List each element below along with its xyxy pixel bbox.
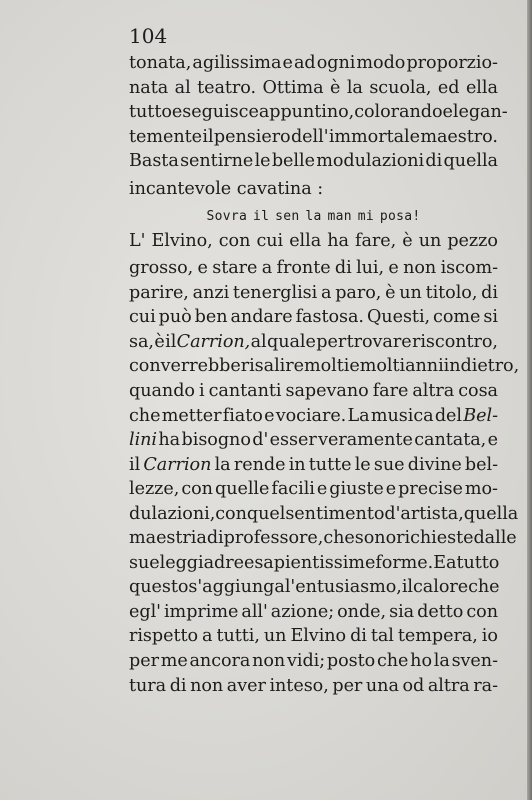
word: dalle [473,528,517,549]
word: non [252,651,286,672]
word: quella [463,503,519,524]
word: una [365,675,399,696]
text-line [129,256,498,281]
word: proporzio- [406,53,498,73]
word: di [481,282,498,303]
word: il [401,577,413,598]
word: maestro. [420,126,498,147]
text-line [129,379,498,404]
word: rende [233,454,286,475]
word: questo [129,577,189,598]
word: fare [372,381,409,402]
text-line [129,624,498,649]
word: scuola, [369,77,432,98]
word: un [399,282,422,303]
word: non [403,258,437,279]
quoted-verse-line [129,205,498,230]
word: belle [271,151,315,172]
text-line [129,51,498,76]
word: mi [357,208,374,224]
word: sentirne [180,151,254,172]
word: d'artista, [384,503,464,524]
word: che [129,405,161,426]
word: anzi [192,282,230,303]
word: professore, [223,528,324,549]
word: vociare. [275,405,347,426]
word: Questi, [366,307,431,328]
word: modo [356,53,406,73]
word: facili [271,479,315,500]
word: quando [129,381,195,402]
word: sen [275,208,300,224]
word: immortale [328,126,420,147]
word: s' [188,577,203,598]
word: tal [370,626,394,647]
word: man [327,208,352,224]
word: molti [303,356,350,377]
word: precise [398,479,463,500]
text-line [129,428,498,453]
word: inteso, [269,675,329,696]
word: dell' [290,126,329,147]
word: dulazioni, [129,503,216,524]
word: colorando [354,102,443,123]
word: a [261,258,273,279]
word: con [466,601,498,622]
text-line [129,551,498,576]
word: Elvino [290,626,347,647]
word: agilissima [192,53,282,73]
word: appuntino, [258,102,355,123]
word: tempera, [397,626,478,647]
text-line [129,649,498,674]
word: lezze, [129,479,180,500]
text-line [129,281,498,306]
word: e [385,479,397,500]
word: al [250,331,267,352]
italic-word: lini [129,430,158,451]
word: rispetto [129,626,199,647]
word: tonata, [129,53,192,73]
word: molti [359,356,406,377]
word: è [402,231,413,252]
word: tenerglisi [232,282,318,303]
word: riscontro, [411,331,498,352]
word: egl' [129,601,161,622]
italic-word: Carrion [143,454,212,475]
word: imprime [163,601,239,622]
word: altra [427,675,470,696]
word: divine [407,454,462,475]
word: cantanti [208,381,282,402]
word: aggiunga [202,577,285,598]
text-line [129,149,498,174]
word: ella [465,77,498,98]
word: metter [161,405,222,426]
word: di [206,528,224,549]
word: teatro. [197,77,257,98]
word: quelle [215,479,270,500]
word: L' [129,231,146,252]
word: e [197,258,208,279]
word: iscom- [440,258,498,279]
word: con [218,231,251,252]
word: quella [443,151,498,172]
text-line [129,229,498,256]
word: tutti, [216,626,260,647]
word: con [181,479,213,500]
word: fare, [355,231,397,252]
word: la [214,454,231,475]
word: onde, [337,601,387,622]
word: sia [389,601,415,622]
word: grosso, [129,258,194,279]
word: titolo, [425,282,478,303]
word: ben [194,307,228,328]
word: all' [241,601,268,622]
word: modulazioni [316,151,425,172]
word: di [169,675,187,696]
text-line [129,502,519,527]
word: un [418,231,442,252]
word: il [202,126,214,147]
word: e [282,53,293,73]
text-line [129,125,498,150]
page-number: 104 [129,24,168,48]
word: è [330,77,341,98]
word: le [254,151,271,172]
text-line [129,477,498,502]
text-line [129,100,508,125]
text-line [129,526,517,551]
word: posto [326,651,376,672]
text-line [129,330,498,355]
word: giuste [329,479,384,500]
word: l' [284,577,296,598]
word: leggiadre [159,552,244,573]
word: il [165,331,177,352]
word: con [215,503,247,524]
word: sue [373,454,405,475]
word: richieste [396,528,474,549]
word: la [346,77,363,98]
word: temente [129,126,203,147]
word: anni [405,356,444,377]
word: veramente [318,430,413,451]
word: ella [289,231,322,252]
text-line [129,76,498,101]
word: detto [417,601,464,622]
word: quel [246,503,286,524]
word: che [376,651,409,672]
word: incantevole [129,178,232,199]
word: musica [370,405,434,426]
word: cui [129,307,156,328]
text-line [129,453,498,478]
word: e [243,552,255,573]
word: eseguisce [171,102,259,123]
word: tutto [129,102,172,123]
word: non [190,675,224,696]
text-line [129,354,520,379]
text-line [129,575,498,600]
word: un [263,626,287,647]
word: la [305,208,322,224]
word: ra- [473,675,498,696]
word: converrebbe [129,356,241,377]
word: i [199,381,205,402]
word: ha [158,430,181,451]
word: mo- [464,479,498,500]
word: stare [212,258,258,279]
word: io [481,626,498,647]
word: pensiero [213,126,291,147]
word: al [174,77,191,98]
word: sven- [451,651,498,672]
word: esser [269,430,317,451]
word: trovare [346,331,412,352]
page-edge-shadow [527,0,532,800]
word: : [317,178,324,199]
word: sue [129,552,160,573]
word: Ottima [262,77,324,98]
word: sapevano [285,381,369,402]
word: fastosa. [295,307,364,328]
word: le [354,454,371,475]
word: e [264,405,275,426]
word: bel- [464,454,498,475]
word: Elvino, [151,231,213,252]
word: è [385,282,396,303]
word: di [334,258,352,279]
word: risalire [240,356,304,377]
word: Basta [129,151,179,172]
word: quale [267,331,316,352]
word: di [425,151,443,172]
word: il [129,454,141,475]
word: e [316,479,328,500]
word: nata [129,77,169,98]
text-line [129,404,498,429]
word: sa, [129,331,154,352]
word: del [434,405,462,426]
word: che [323,528,355,549]
word: sono [354,528,397,549]
word: a [321,282,332,303]
word: d' [252,430,269,451]
italic-word: Carrion, [176,331,251,352]
word: od [402,675,425,696]
word: sapientissime [254,552,376,573]
word: per [332,675,363,696]
word: forme. [375,552,434,573]
word: che [468,577,500,598]
word: la [433,651,450,672]
text-line [129,600,498,625]
text-line [129,174,498,205]
word: altra [412,381,455,402]
word: ho [410,651,432,672]
word: maestria [129,528,207,549]
word: di [350,626,367,647]
word: cavatina [236,178,312,199]
word: bisogno [181,430,251,451]
word: ad [293,53,316,73]
word: fiato [222,405,263,426]
word: posa! [379,208,421,224]
word: sentimento [285,503,385,524]
word: lui, [356,258,385,279]
word: cosa [458,381,498,402]
word: elegan- [442,102,508,123]
word: e [349,356,360,377]
word: paro, [335,282,382,303]
word: La [347,405,370,426]
word: azione; [270,601,335,622]
word: può [158,307,192,328]
word: per [129,651,159,672]
word: andare [230,307,293,328]
word: vidi; [286,651,326,672]
word: e [487,430,498,451]
word: in [288,454,306,475]
word: come [433,307,481,328]
word: parire, [129,282,189,303]
word: è [154,331,165,352]
word: ogni [316,53,356,73]
word: tutte [308,454,352,475]
word: e [388,258,399,279]
italic-word: Bel- [463,405,498,426]
word: cantata, [414,430,487,451]
word: me [160,651,188,672]
word: pezzo [447,231,498,252]
word: ed [437,77,460,98]
word: tutto [456,552,500,573]
body-text [129,51,520,698]
word: il [253,208,270,224]
word: ha [327,231,349,252]
word: a [202,626,213,647]
word: a [446,552,457,573]
word: tura [129,675,167,696]
word: Sovra [206,208,248,224]
word: fronte [276,258,331,279]
word: ancora [189,651,251,672]
word: aver [226,675,266,696]
word: entusiasmo, [295,577,402,598]
word: per [316,331,347,352]
word: indietro, [443,356,520,377]
text-line [129,674,498,699]
word: E [433,552,447,573]
word: cui [256,231,284,252]
text-line [129,305,498,330]
word: si [483,307,498,328]
word: calore [413,577,469,598]
